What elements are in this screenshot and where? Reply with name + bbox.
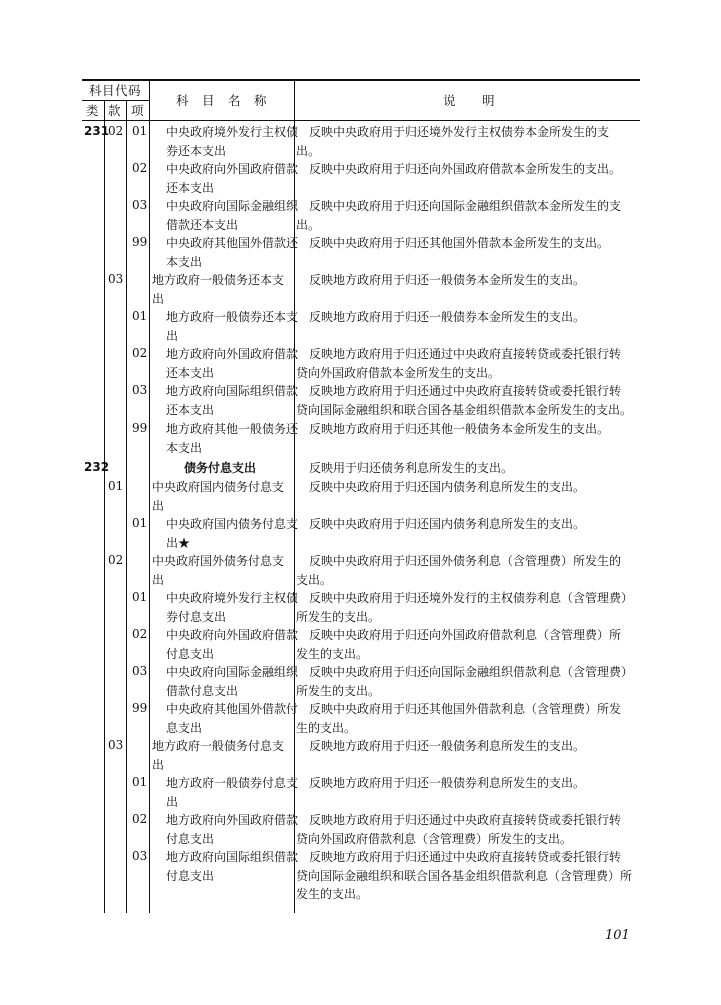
row-xiang-code: 02 bbox=[132, 161, 148, 175]
row-xiang-code: 03 bbox=[132, 383, 148, 397]
row-description: 反映中央政府用于归还国内债务利息所发生的支出。 bbox=[309, 517, 586, 531]
row-description: 反映地方政府用于归还一般债务利息所发生的支出。 bbox=[309, 739, 586, 753]
row-description: 反映中央政府用于归还向外国政府借款利息（含管理费）所发生的支出。 bbox=[296, 628, 622, 661]
row-xiang-code: 02 bbox=[132, 627, 148, 641]
row-xiang-code: 03 bbox=[132, 664, 148, 678]
row-xiang-code: 01 bbox=[132, 124, 148, 138]
column-divider-lei-kuan bbox=[104, 101, 105, 913]
row-xiang-code: 01 bbox=[132, 309, 148, 323]
row-description: 反映地方政府用于归还通过中央政府直接转贷或委托银行转贷向国际金融组织和联合国各基金组织借款利息（含管理费）所发生的支出。 bbox=[296, 850, 633, 901]
header-name-label: 科 目 名 称 bbox=[176, 93, 268, 108]
row-description: 反映地方政府用于归还一般债券利息所发生的支出。 bbox=[309, 776, 586, 790]
row-description: 反映中央政府用于归还向外国政府借款本金所发生的支出。 bbox=[309, 162, 622, 176]
row-xiang-code: 99 bbox=[132, 421, 148, 435]
row-subject-name: 中央政府其他国外借款付息支出 bbox=[166, 702, 299, 735]
row-description: 反映地方政府用于归还其他一般债务本金所发生的支出。 bbox=[309, 422, 610, 436]
row-subject-name: 地方政府一般债券还本支出 bbox=[166, 310, 299, 343]
row-xiang-code: 99 bbox=[132, 701, 148, 715]
row-subject-name: 中央政府向国际金融组织借款还本支出 bbox=[166, 199, 299, 232]
row-subject-name: 地方政府向国际组织借款付息支出 bbox=[166, 850, 299, 883]
row-description: 反映中央政府用于归还境外发行主权债券本金所发生的支出。 bbox=[296, 125, 610, 158]
row-description: 反映中央政府用于归还其他国外借款本金所发生的支出。 bbox=[309, 236, 610, 250]
row-description: 反映中央政府用于归还其他国外借款利息（含管理费）所发生的支出。 bbox=[296, 702, 622, 735]
row-subject-name: 中央政府向外国政府借款还本支出 bbox=[166, 162, 299, 195]
row-description: 反映用于归还债务利息所发生的支出。 bbox=[309, 461, 514, 475]
row-subject-name: 地方政府一般债务付息支出 bbox=[152, 739, 285, 772]
header-code-label: 科目代码 bbox=[89, 83, 142, 98]
row-description: 反映地方政府用于归还一般债务本金所发生的支出。 bbox=[309, 273, 586, 287]
row-subject-name: 债务付息支出 bbox=[184, 461, 257, 475]
row-subject-name: 中央政府国内债务付息支出★ bbox=[166, 517, 299, 550]
header-xiang-label: 项 bbox=[131, 103, 145, 118]
row-subject-name: 中央政府境外发行主权债券付息支出 bbox=[166, 591, 299, 624]
table-top-rule bbox=[82, 79, 640, 81]
row-xiang-code: 99 bbox=[132, 235, 148, 249]
row-xiang-code: 03 bbox=[132, 849, 148, 863]
row-description: 反映地方政府用于归还通过中央政府直接转贷或委托银行转贷向国际金融组织和联合国各基金组织借款本金所发生的支出。 bbox=[296, 384, 633, 417]
row-subject-name: 中央政府境外发行主权债券还本支出 bbox=[166, 125, 299, 158]
header-desc-label: 说 明 bbox=[443, 93, 496, 108]
row-xiang-code: 01 bbox=[132, 590, 148, 604]
page-number: 101 bbox=[605, 928, 630, 943]
row-description: 反映中央政府用于归还向国际金融组织借款利息（含管理费）所发生的支出。 bbox=[296, 665, 628, 698]
column-divider-code-name bbox=[149, 80, 150, 913]
row-subject-name: 地方政府一般债券付息支出 bbox=[166, 776, 299, 809]
row-description: 反映中央政府用于归还向国际金融组织借款本金所发生的支出。 bbox=[296, 199, 622, 232]
row-kuan-code: 02 bbox=[108, 124, 124, 138]
row-lei-code: 232 bbox=[84, 460, 110, 474]
row-subject-name: 地方政府向外国政府借款还本支出 bbox=[166, 347, 299, 380]
row-subject-name: 地方政府向外国政府借款付息支出 bbox=[166, 813, 299, 846]
row-xiang-code: 01 bbox=[132, 516, 148, 530]
row-kuan-code: 03 bbox=[108, 272, 124, 286]
row-description: 反映中央政府用于归还国外债务利息（含管理费）所发生的支出。 bbox=[296, 554, 622, 587]
header-lei-label: 类 bbox=[86, 103, 100, 118]
row-xiang-code: 01 bbox=[132, 775, 148, 789]
row-description: 反映地方政府用于归还通过中央政府直接转贷或委托银行转贷向外国政府借款本金所发生的支出。 bbox=[296, 347, 622, 380]
row-subject-name: 地方政府向国际组织借款还本支出 bbox=[166, 384, 299, 417]
row-subject-name: 中央政府向国际金融组织借款付息支出 bbox=[166, 665, 299, 698]
row-subject-name: 中央政府国外债务付息支出 bbox=[152, 554, 285, 587]
row-description: 反映地方政府用于归还通过中央政府直接转贷或委托银行转贷向外国政府借款利息（含管理费）所发生的支出。 bbox=[296, 813, 622, 846]
row-description: 反映中央政府用于归还境外发行的主权债券利息（含管理费）所发生的支出。 bbox=[296, 591, 628, 624]
row-subject-name: 地方政府其他一般债务还本支出 bbox=[166, 422, 299, 455]
row-xiang-code: 02 bbox=[132, 812, 148, 826]
row-subject-name: 中央政府其他国外借款还本支出 bbox=[166, 236, 299, 269]
header-inner-rule bbox=[82, 100, 150, 101]
row-subject-name: 中央政府国内债务付息支出 bbox=[152, 480, 285, 513]
row-xiang-code: 03 bbox=[132, 198, 148, 212]
row-subject-name: 地方政府一般债务还本支出 bbox=[152, 273, 285, 306]
column-divider-kuan-xiang bbox=[126, 101, 127, 913]
header-bottom-rule bbox=[82, 120, 640, 121]
row-kuan-code: 01 bbox=[108, 479, 124, 493]
row-description: 反映中央政府用于归还国内债务利息所发生的支出。 bbox=[309, 480, 586, 494]
row-description: 反映地方政府用于归还一般债券本金所发生的支出。 bbox=[309, 310, 586, 324]
row-subject-name: 中央政府向外国政府借款付息支出 bbox=[166, 628, 299, 661]
row-lei-code: 231 bbox=[84, 124, 110, 138]
header-kuan-label: 款 bbox=[108, 103, 122, 118]
row-kuan-code: 02 bbox=[108, 553, 124, 567]
row-xiang-code: 02 bbox=[132, 346, 148, 360]
row-kuan-code: 03 bbox=[108, 738, 124, 752]
